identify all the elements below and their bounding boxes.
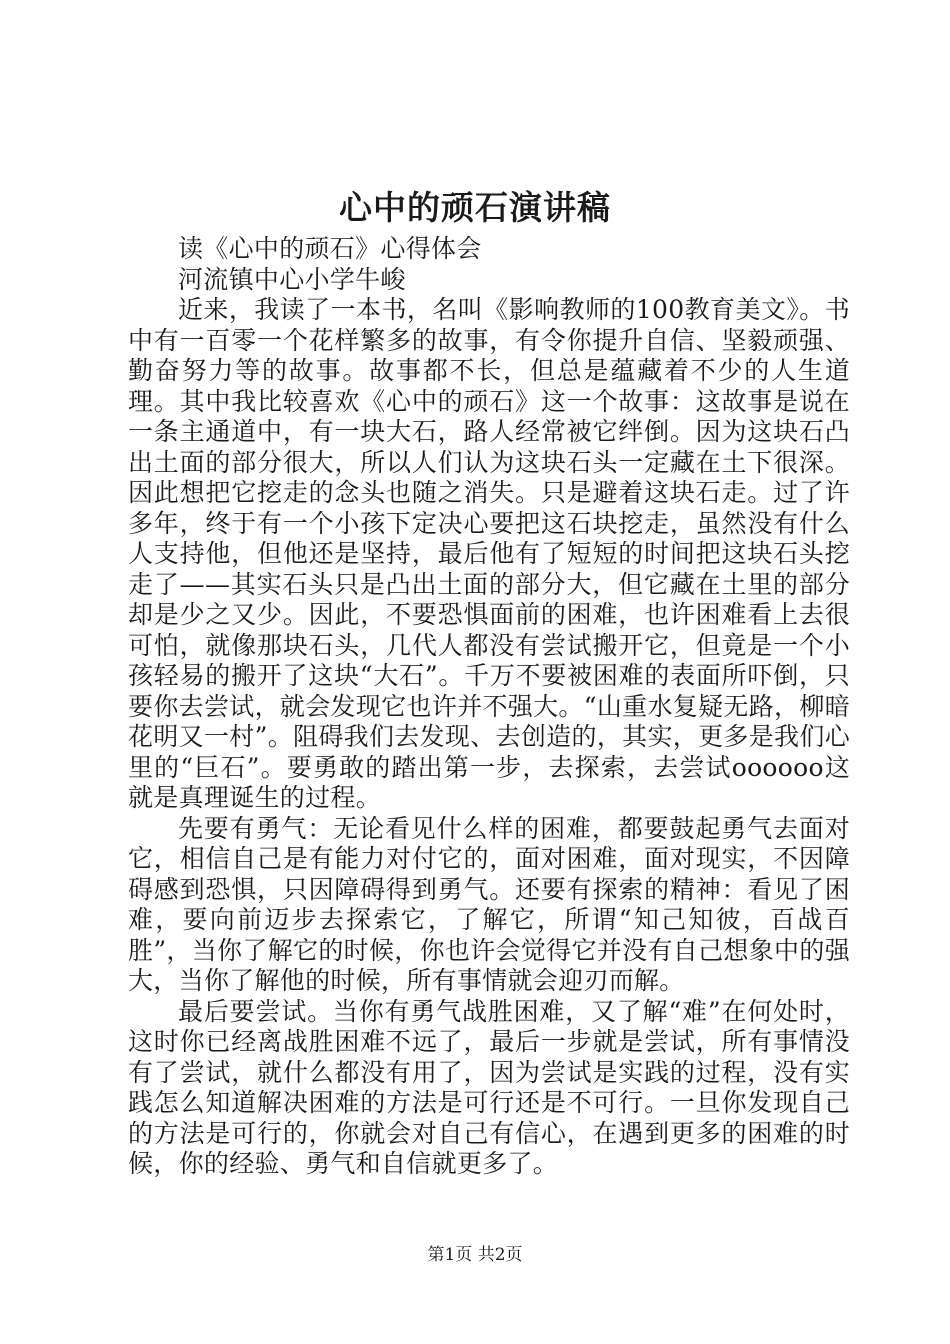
document-body — [128, 234, 850, 1180]
paragraph: 先要有勇气：无论看见什么样的困难，都要鼓起勇气去面对它，相信自己是有能力对付它的，面对困难，面对现实，不因障碍感到恐惧，只因障碍得到勇气。还要有探索的精神：看见了困难，要向前迈步去探索它，了解它，所谓“知己知彼，百战百胜”，当你了解它的时候，你也许会觉得它并没有自己想象中的强大，当你了解他的时候，所有事情就会迎刃而解。 — [128, 813, 850, 995]
paragraph: 近来，我读了一本书，名叫《影响教师的100教育美文》。书中有一百零一个花样繁多的故事，有令你提升自信、坚毅顽强、勤奋努力等的故事。故事都不长，但总是蕴藏着不少的人生道理。其中我比较喜欢《心中的顽石》这一个故事：这故事是说在一条主通道中，有一块大石，路人经常被它绊倒。因为这块石凸出土面的部分很大，所以人们认为这块石头一定藏在土下很深。因此想把它挖走的念头也随之消失。只是避着这块石走。过了许多年，终于有一个小孩下定决心要把这石块挖走，虽然没有什么人支持他，但他还是坚持，最后他有了短短的时间把这块石头挖走了——其实石头只是凸出土面的部分大，但它藏在土里的部分却是少之又少。因此，不要恐惧面前的困难，也许困难看上去很可怕，就像那块石头，几代人都没有尝试搬开它，但竟是一个小孩轻易的搬开了这块“大石”。千万不要被困难的表面所吓倒，只要你去尝试，就会发现它也许并不强大。“山重水复疑无路，柳暗花明又一村”。阻碍我们去发现、去创造的，其实，更多是我们心里的“巨石”。要勇敢的踏出第一步，去探索，去尝试oooooo这就是真理诞生的过程。 — [128, 295, 850, 812]
subtitle-line: 读《心中的顽石》心得体会 — [178, 234, 482, 263]
paragraph: 最后要尝试。当你有勇气战胜困难，又了解“难”在何处时，这时你已经离战胜困难不远了，最后一步就是尝试，所有事情没有了尝试，就什么都没有用了，因为尝试是实践的过程，没有实践怎么知道解决困难的方法是可行还是不可行。一旦你发现自己的方法是可行的，你就会对自己有信心，在遇到更多的困难的时候，你的经验、勇气和自信就更多了。 — [128, 996, 850, 1178]
author-line: 河流镇中心小学牛峻 — [178, 264, 406, 294]
document-title: 心中的顽石演讲稿 — [339, 188, 611, 227]
page-number: 第1页 共2页 — [427, 1245, 523, 1265]
